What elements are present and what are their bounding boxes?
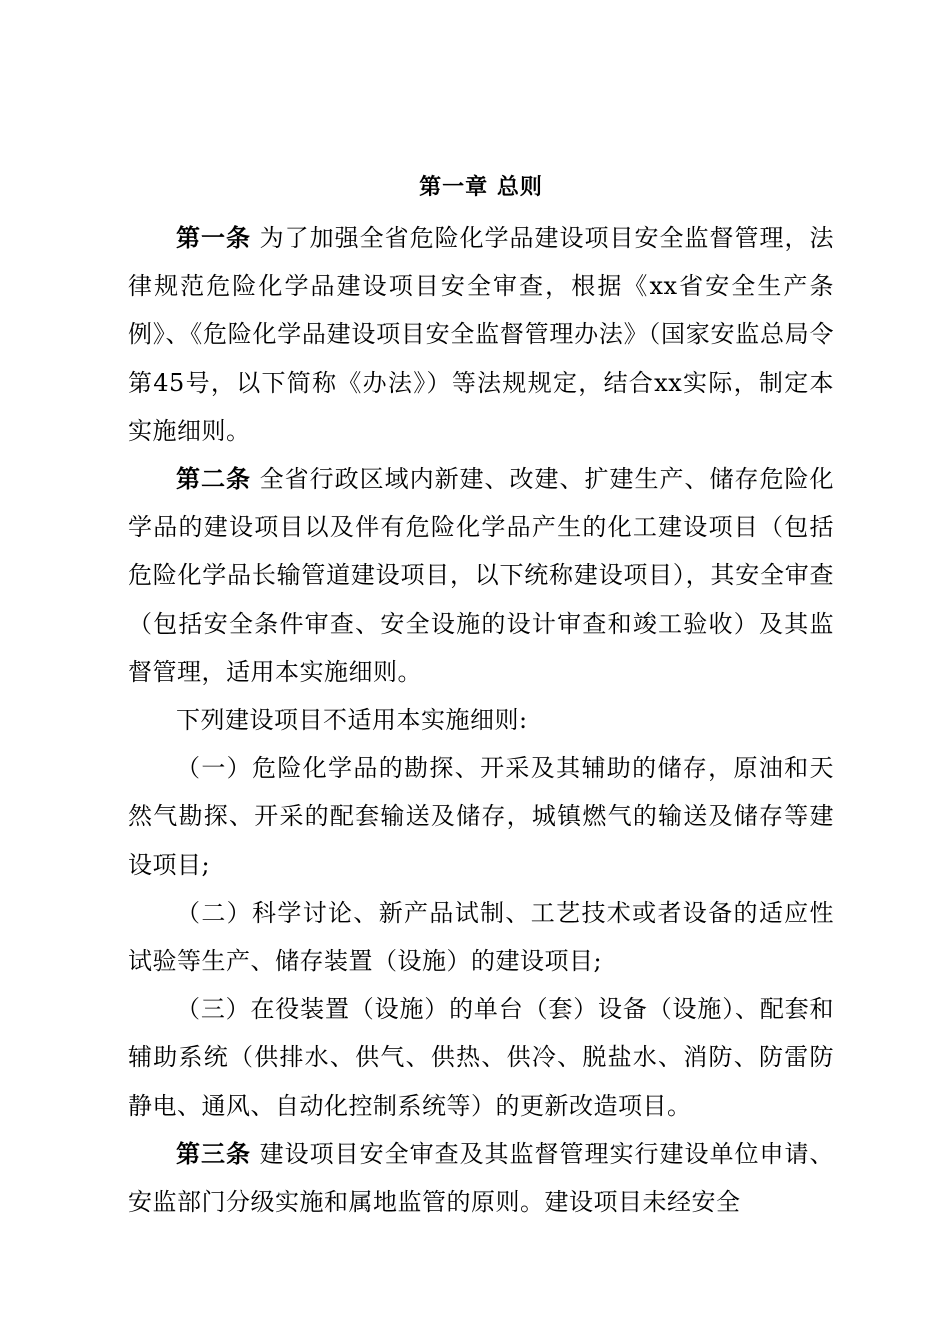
article-2-paragraph: [128, 455, 834, 696]
article-3-text: 建设项目安全审查及其监督管理实行建设单位申请、安监部门分级实施和属地监管的原则。建设项目未经安全: [128, 1139, 834, 1217]
exclusion-intro-text: 下列建设项目不适用本实施细则:: [176, 706, 528, 735]
article-2-label: 第二条: [176, 465, 251, 494]
article-1-label: 第一条: [176, 224, 251, 252]
exclusion-item-1-text: （一）危险化学品的勘探、开采及其辅助的储存，原油和天然气勘探、开采的配套输送及储存，城镇燃气的输送及储存等建设项目;: [128, 754, 834, 879]
document-body: [128, 168, 834, 1226]
exclusion-intro-paragraph: [128, 696, 834, 744]
exclusion-item-1: [128, 744, 834, 889]
article-1-paragraph: [128, 214, 834, 455]
article-3-label: 第三条: [176, 1139, 251, 1168]
article-3-paragraph: [128, 1130, 834, 1226]
article-1-text: 为了加强全省危险化学品建设项目安全监督管理，法律规范危险化学品建设项目安全审查，根据《xx省安全生产条例》、《危险化学品建设项目安全监督管理办法》（国家安监总局令第45号，以下简称《办法》）等法规规定，结合xx实际，制定本实施细则。: [128, 224, 834, 445]
exclusion-item-3-text: （三）在役装置（设施）的单台（套）设备（设施）、配套和辅助系统（供排水、供气、供热、供冷、脱盐水、消防、防雷防静电、通风、自动化控制系统等）的更新改造项目。: [128, 995, 834, 1120]
exclusion-item-3: [128, 985, 834, 1130]
article-2-text: 全省行政区域内新建、改建、扩建生产、储存危险化学品的建设项目以及伴有危险化学品产生的化工建设项目（包括危险化学品长输管道建设项目，以下统称建设项目），其安全审查（包括安全条件审查、安全设施的设计审查和竣工验收）及其监督管理，适用本实施细则。: [128, 465, 834, 686]
exclusion-item-2: [128, 889, 834, 985]
chapter-title: 第一章 总则: [419, 175, 543, 200]
exclusion-item-2-text: （二）科学讨论、新产品试制、工艺技术或者设备的适应性试验等生产、储存装置（设施）的建设项目;: [128, 898, 834, 976]
